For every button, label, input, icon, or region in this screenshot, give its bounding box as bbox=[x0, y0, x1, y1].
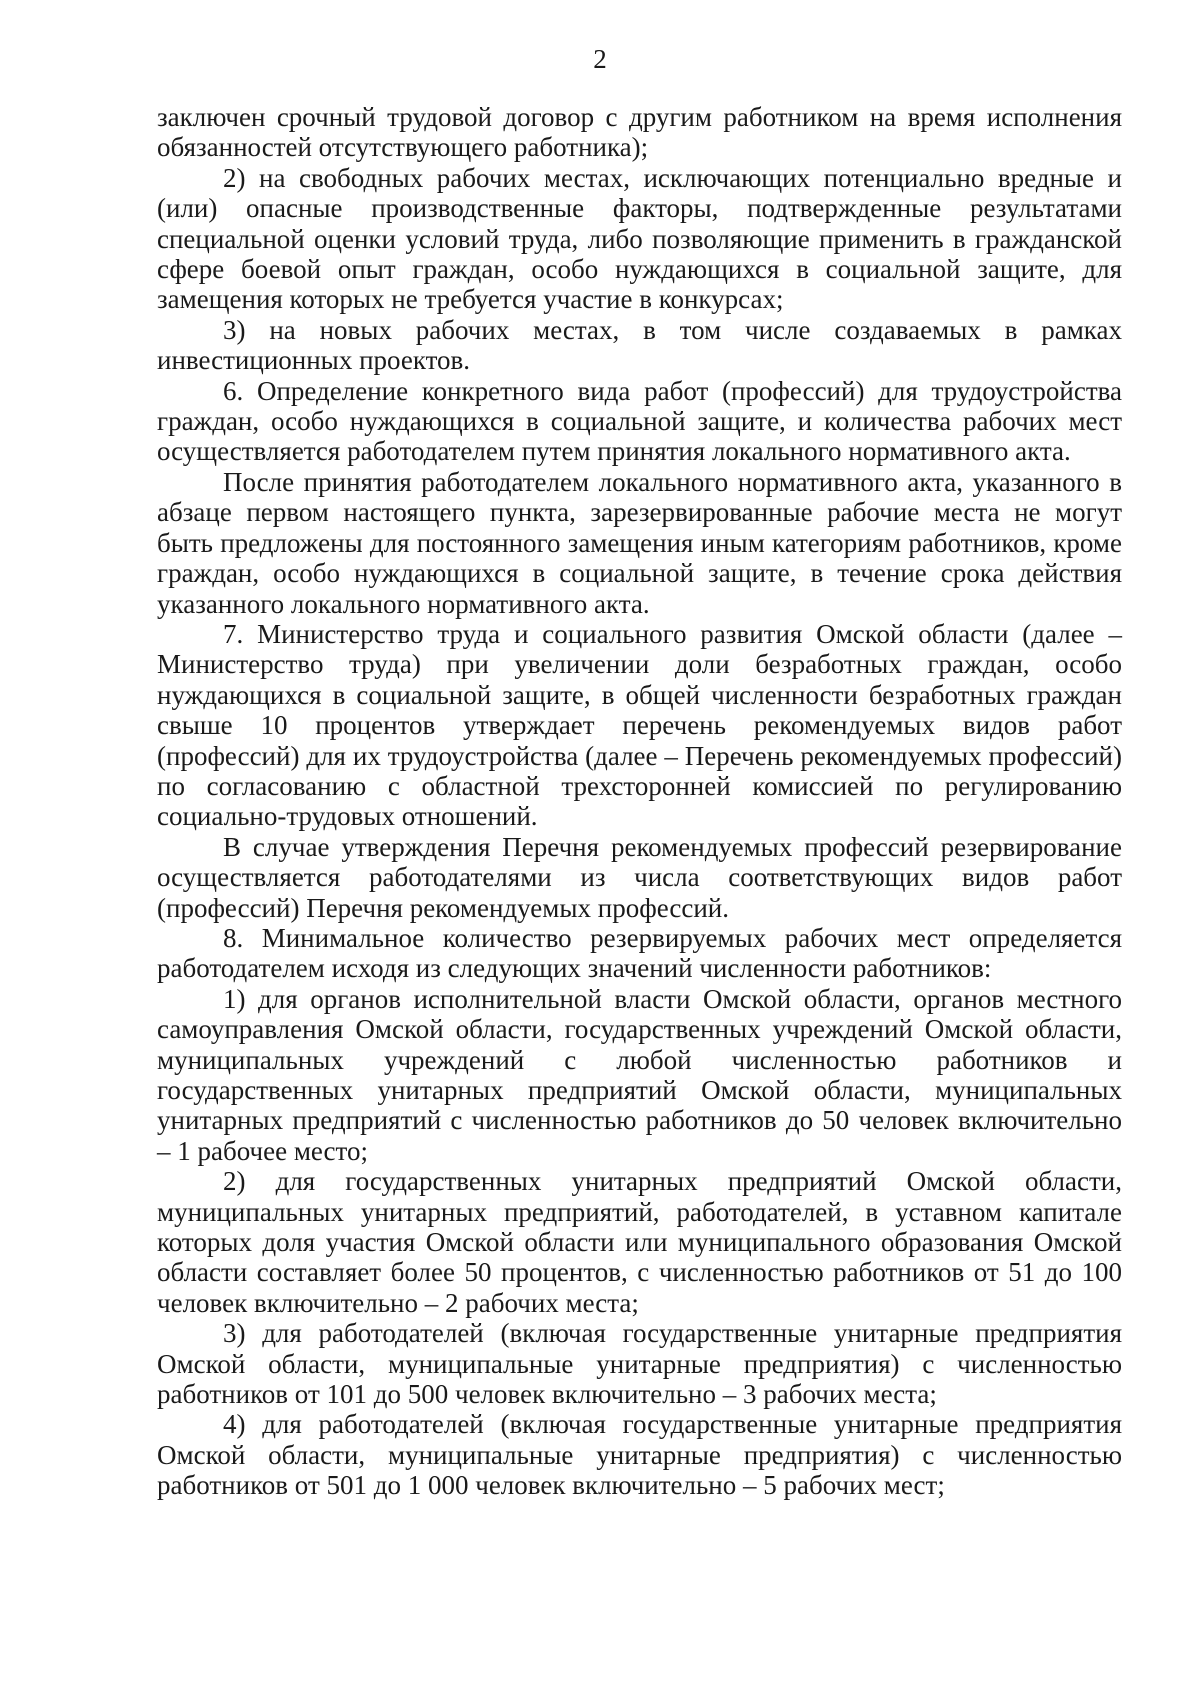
paragraph-clause-8-item-3: 3) для работодателей (включая государственные унитарные предприятия Омской области, муниципальные унитарные предприятия) с численностью работников от 101 до 500 человек включительно – 3 рабочих места; bbox=[157, 1318, 1122, 1410]
paragraph-clause-6: 6. Определение конкретного вида работ (профессий) для трудоустройства граждан, особо нуждающихся в социальной защите, и количества рабочих мест осуществляется работодателем путем принятия локального нормативного акта. bbox=[157, 375, 1122, 467]
paragraph-clause-6-continued: После принятия работодателем локального нормативного акта, указанного в абзаце первом настоящего пункта, зарезервированные рабочие места не могут быть предложены для постоянного замещения иным категориям работников, кроме граждан, особо нуждающихся в социальной защите, в течение срока действия указанного локального нормативного акта. bbox=[157, 466, 1122, 619]
paragraph-clause-8-item-2: 2) для государственных унитарных предприятий Омской области, муниципальных унитарных предприятий, работодателей, в уставном капитале которых доля участия Омской области или муниципального образования Омской области составляет более 50 процентов, с численностью работников от 51 до 100 человек включительно – 2 рабочих места; bbox=[157, 1166, 1122, 1318]
paragraph-continuation: заключен срочный трудовой договор с другим работником на время исполнения обязанностей отсутствующего работника); bbox=[157, 102, 1122, 163]
paragraph-item-3-new-jobs: 3) на новых рабочих местах, в том числе создаваемых в рамках инвестиционных проектов. bbox=[157, 314, 1122, 376]
document-body bbox=[157, 102, 1122, 1501]
paragraph-clause-8-item-1: 1) для органов исполнительной власти Омской области, органов местного самоуправления Омской области, государственных учреждений Омской области, муниципальных учреждений с любой численностью работников и государственных унитарных предприятий Омской области, муниципальных унитарных предприятий с численностью работников до 50 человек включительно – 1 рабочее место; bbox=[157, 983, 1122, 1166]
paragraph-clause-8-item-4: 4) для работодателей (включая государственные унитарные предприятия Омской области, муниципальные унитарные предприятия) с численностью работников от 501 до 1 000 человек включительно – 5 рабочих мест; bbox=[157, 1409, 1122, 1501]
paragraph-clause-7: 7. Министерство труда и социального развития Омской области (далее – Министерство труда) при увеличении доли безработных граждан, особо нуждающихся в социальной защите, в общей численности безработных граждан свыше 10 процентов утверждает перечень рекомендуемых видов работ (профессий) для их трудоустройства (далее – Перечень рекомендуемых профессий) по согласованию с областной трехсторонней комиссией по регулированию социально-трудовых отношений. bbox=[157, 618, 1122, 832]
page-number: 2 bbox=[593, 44, 607, 74]
paragraph-clause-8: 8. Минимальное количество резервируемых рабочих мест определяется работодателем исходя из следующих значений численности работников: bbox=[157, 922, 1122, 984]
paragraph-clause-7-continued: В случае утверждения Перечня рекомендуемых профессий резервирование осуществляется работодателями из числа соответствующих видов работ (профессий) Перечня рекомендуемых профессий. bbox=[157, 831, 1122, 923]
paragraph-item-2-vacancies: 2) на свободных рабочих местах, исключающих потенциально вредные и (или) опасные производственные факторы, подтвержденные результатами специальной оценки условий труда, либо позволяющие применить в гражданской сфере боевой опыт граждан, особо нуждающихся в социальной защите, для замещения которых не требуется участие в конкурсах; bbox=[157, 162, 1122, 315]
